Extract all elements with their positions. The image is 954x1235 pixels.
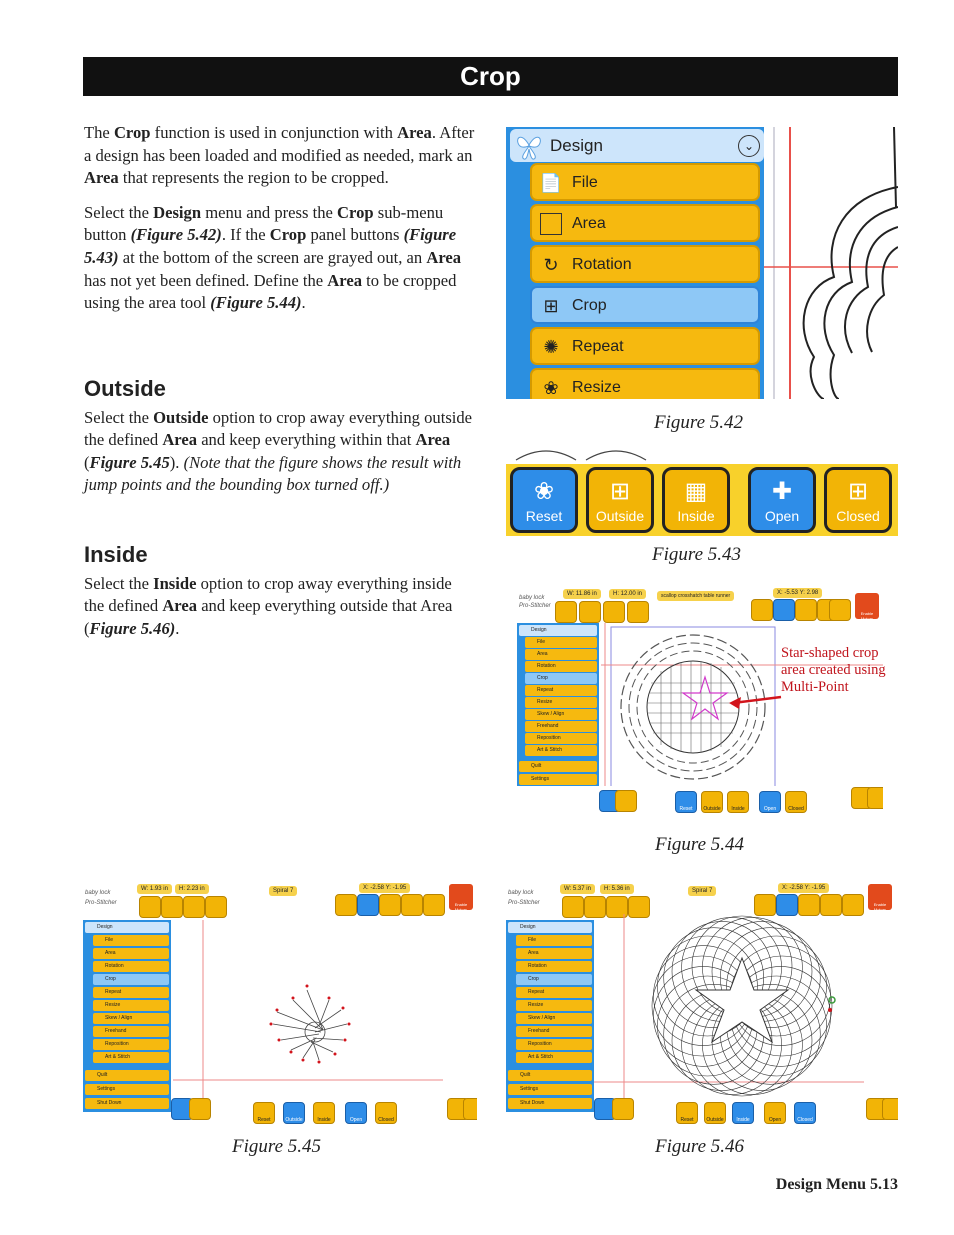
figure-5-43	[506, 448, 898, 536]
width-readout: W: 5.37 in	[560, 884, 595, 894]
file-icon: 📄	[539, 172, 563, 193]
zoom-button[interactable]	[776, 894, 798, 916]
open-button[interactable]: Open	[759, 791, 781, 813]
grid-button[interactable]	[795, 599, 817, 621]
xy-readout: X: -5.53 Y: 2.98	[773, 588, 822, 598]
figure-caption: Figure 5.46	[655, 1136, 745, 1157]
sidebar-item-skew[interactable]: Skew / Align	[525, 709, 597, 720]
enable-motors-button[interactable]: Enable Motors	[449, 884, 473, 910]
sidebar-item-resize[interactable]: Resize	[516, 1000, 592, 1011]
grid-button[interactable]	[798, 894, 820, 916]
sidebar-item-freehand[interactable]: Freehand	[93, 1026, 169, 1037]
sidebar-item-area[interactable]: Area	[93, 948, 169, 959]
butterfly-icon: ❀	[543, 377, 559, 398]
enable-motors-button[interactable]: Enable Motors	[868, 884, 892, 910]
sidebar-item-rotation[interactable]: Rotation	[525, 661, 597, 672]
inside-icon: ▦	[684, 478, 708, 505]
open-button[interactable]	[748, 467, 816, 533]
reset-button[interactable]: Reset	[675, 791, 697, 813]
sidebar-item-crop[interactable]: Crop	[516, 974, 592, 985]
inside-heading: Inside	[84, 542, 148, 567]
menu-item-label: Crop	[572, 297, 607, 314]
logo-pro-stitcher: Pro-Stitcher	[508, 900, 540, 906]
toolbar-button[interactable]	[161, 896, 183, 918]
menu-item-label: Rotation	[572, 256, 632, 273]
menu-item-label: Repeat	[572, 338, 624, 355]
sidebar-item-resize[interactable]: Resize	[93, 1000, 169, 1011]
sidebar-item-shut-down[interactable]: Shut Down	[85, 1098, 169, 1109]
zoom-button[interactable]	[357, 894, 379, 916]
ruler-button[interactable]	[820, 894, 842, 916]
figure-5-46	[506, 880, 898, 1128]
outside-section	[84, 378, 476, 509]
open-button-label: Open	[764, 508, 800, 524]
small-button[interactable]	[189, 1098, 211, 1120]
grid-button[interactable]	[379, 894, 401, 916]
sidebar-item-reposition[interactable]: Reposition	[525, 733, 597, 744]
design-menu-label: Design	[550, 136, 603, 155]
zoom-button[interactable]	[773, 599, 795, 621]
sidebar-item-quilt[interactable]: Quilt	[508, 1070, 592, 1081]
menu-item-rotation[interactable]	[530, 245, 760, 283]
sidebar-item-area[interactable]: Area	[525, 649, 597, 660]
sidebar-item-reposition[interactable]: Reposition	[516, 1039, 592, 1050]
sidebar-item-reposition[interactable]: Reposition	[93, 1039, 169, 1050]
sidebar-item-skew[interactable]: Skew / Align	[93, 1013, 169, 1024]
figure-caption: Figure 5.44	[655, 834, 745, 855]
sidebar-item-art-stitch[interactable]: Art & Stitch	[516, 1052, 592, 1063]
xy-readout: X: -2.58 Y: -1.95	[778, 883, 829, 893]
figure-caption: Figure 5.42	[654, 412, 744, 433]
menu-item-crop[interactable]	[530, 286, 760, 324]
inside-button-label: Inside	[677, 508, 715, 524]
inside-button[interactable]	[662, 467, 730, 533]
forward-button[interactable]	[867, 787, 883, 809]
design-canvas	[173, 920, 477, 1100]
outside-icon: ⊞	[609, 478, 631, 505]
design-canvas	[764, 127, 898, 399]
sidebar-item-rotation[interactable]: Rotation	[516, 961, 592, 972]
design-canvas	[594, 914, 898, 1100]
sidebar-item-art-stitch[interactable]: Art & Stitch	[525, 745, 597, 756]
pan-button[interactable]	[754, 894, 776, 916]
follow-button[interactable]	[842, 894, 864, 916]
intro-paragraph-2: Select the Design menu and press the Crop sub-menu button (Figure 5.42). If the Crop panel buttons (Figure 5.43) at the bottom of the screen are grayed out, an Area has not yet been defined. Define the Area to be cropped using the area tool (Figure 5.44).	[84, 202, 462, 313]
sidebar-item-shut-down[interactable]: Shut Down	[508, 1098, 592, 1109]
open-button[interactable]: Open	[345, 1102, 367, 1124]
sidebar-item-design[interactable]: Design	[85, 922, 169, 933]
inside-button[interactable]: Inside	[313, 1102, 335, 1124]
page-title: Crop	[83, 57, 898, 96]
design-name: scallop crosshatch table runner	[657, 591, 734, 601]
reset-button[interactable]: Reset	[253, 1102, 275, 1124]
butterfly-icon	[514, 131, 544, 161]
figure-caption: Figure 5.45	[232, 1136, 322, 1157]
closed-button-label: Closed	[836, 508, 880, 524]
closed-icon: ⊞	[847, 478, 869, 505]
intro-section	[84, 122, 476, 327]
sidebar-item-art-stitch[interactable]: Art & Stitch	[93, 1052, 169, 1063]
menu-item-label: Area	[572, 215, 606, 232]
closed-button[interactable]: Closed	[785, 791, 807, 813]
design-name: Spiral 7	[269, 886, 297, 896]
sidebar-item-crop[interactable]: Crop	[525, 673, 597, 684]
sidebar-item-settings[interactable]: Settings	[85, 1084, 169, 1095]
outside-button[interactable]: Outside	[701, 791, 723, 813]
open-button[interactable]: Open	[764, 1102, 786, 1124]
toolbar-button[interactable]	[205, 896, 227, 918]
outside-button[interactable]	[586, 467, 654, 533]
crop-area-annotation: Star-shaped crop area created using Multi-Point	[781, 645, 886, 695]
sidebar-item-file[interactable]: File	[525, 637, 597, 648]
reset-button-label: Reset	[525, 508, 563, 524]
inside-button[interactable]: Inside	[727, 791, 749, 813]
sidebar-item-file[interactable]: File	[93, 935, 169, 946]
closed-button[interactable]	[824, 467, 892, 533]
outside-paragraph: Select the Outside option to crop away everything outside the defined Area and keep everything within that Area (Figure 5.45). (Note that the figure shows the result with jump points and the bounding box turned off.)	[84, 407, 473, 495]
toolbar-button[interactable]	[183, 896, 205, 918]
inside-paragraph: Select the Inside option to crop away everything inside the defined Area and keep everything outside that Area (Figure 5.46).	[84, 573, 453, 638]
crop-icon: ⊞	[543, 295, 559, 316]
toolbar-button[interactable]	[579, 601, 601, 623]
sidebar-item-freehand[interactable]: Freehand	[516, 1026, 592, 1037]
sidebar-item-freehand[interactable]: Freehand	[525, 721, 597, 732]
small-button[interactable]	[615, 790, 637, 812]
open-icon: ✚	[771, 478, 793, 505]
outside-button-label: Outside	[595, 508, 645, 524]
rotation-icon: ↻	[543, 254, 559, 275]
area-icon	[538, 211, 564, 237]
toolbar-button[interactable]	[627, 601, 649, 623]
toolbar-button[interactable]	[562, 896, 584, 918]
sidebar-item-design[interactable]: Design	[508, 922, 592, 933]
toolbar-button[interactable]	[603, 601, 625, 623]
sidebar-item-design[interactable]: Design	[519, 625, 597, 636]
sidebar-item-settings[interactable]: Settings	[508, 1084, 592, 1095]
reset-button[interactable]: Reset	[676, 1102, 698, 1124]
sidebar-item-file[interactable]: File	[516, 935, 592, 946]
toolbar-button[interactable]	[139, 896, 161, 918]
menu-item-repeat[interactable]	[530, 327, 760, 365]
design-name: Spiral 7	[688, 886, 716, 896]
design-menu-header[interactable]	[510, 129, 764, 162]
ruler-button[interactable]	[401, 894, 423, 916]
small-button[interactable]	[612, 1098, 634, 1120]
forward-button[interactable]	[882, 1098, 898, 1120]
pan-button[interactable]	[751, 599, 773, 621]
sidebar-item-quilt[interactable]: Quilt	[85, 1070, 169, 1081]
outside-heading: Outside	[84, 376, 166, 401]
closed-button[interactable]: Closed	[375, 1102, 397, 1124]
toolbar-button[interactable]	[555, 601, 577, 623]
closed-button[interactable]: Closed	[794, 1102, 816, 1124]
sidebar-item-repeat[interactable]: Repeat	[93, 987, 169, 998]
page-footer: Design Menu 5.13	[775, 1176, 898, 1193]
sidebar-item-rotation[interactable]: Rotation	[93, 961, 169, 972]
logo-baby-lock: baby lock	[85, 890, 111, 896]
logo-pro-stitcher: Pro-Stitcher	[519, 603, 551, 609]
height-readout: H: 12.00 in	[609, 589, 646, 599]
sidebar-item-skew[interactable]: Skew / Align	[516, 1013, 592, 1024]
bottom-toolbar	[517, 786, 883, 816]
figure-caption: Figure 5.43	[652, 544, 742, 565]
clover-icon: ❀	[533, 478, 555, 505]
sidebar-item-settings[interactable]: Settings	[519, 774, 597, 785]
menu-item-area[interactable]	[530, 204, 760, 242]
menu-item-label: File	[572, 174, 598, 191]
inside-button[interactable]: Inside	[732, 1102, 754, 1124]
menu-item-resize[interactable]	[530, 368, 760, 399]
figure-5-42	[506, 127, 898, 399]
height-readout: H: 2.23 in	[175, 884, 209, 894]
sidebar-item-resize[interactable]: Resize	[525, 697, 597, 708]
logo-pro-stitcher: Pro-Stitcher	[85, 900, 117, 906]
repeat-icon: ✺	[543, 336, 559, 357]
sidebar-item-crop[interactable]: Crop	[93, 974, 169, 985]
width-readout: W: 1.93 in	[137, 884, 172, 894]
enable-motors-button[interactable]: Enable Motors	[855, 593, 879, 619]
logo-baby-lock: baby lock	[519, 595, 545, 601]
logo-baby-lock: baby lock	[508, 890, 534, 896]
pan-button[interactable]	[335, 894, 357, 916]
outside-button[interactable]: Outside	[283, 1102, 305, 1124]
menu-item-file[interactable]	[530, 163, 760, 201]
follow-button[interactable]	[423, 894, 445, 916]
sidebar-item-area[interactable]: Area	[516, 948, 592, 959]
chevron-down-icon[interactable]: ⌄	[738, 135, 760, 157]
menu-item-label: Resize	[572, 379, 621, 396]
reset-button[interactable]	[510, 467, 578, 533]
sidebar-item-quilt[interactable]: Quilt	[519, 761, 597, 772]
inside-section	[84, 544, 476, 652]
figure-5-44	[517, 585, 883, 816]
follow-button[interactable]	[829, 599, 851, 621]
sidebar-item-repeat[interactable]: Repeat	[525, 685, 597, 696]
height-readout: H: 5.36 in	[600, 884, 634, 894]
figure-5-45	[83, 880, 477, 1128]
outside-button[interactable]: Outside	[704, 1102, 726, 1124]
xy-readout: X: -2.58 Y: -1.95	[359, 883, 410, 893]
intro-paragraph-1: The Crop function is used in conjunction with Area. After a design has been loaded and modified as needed, mark an Area that represents the region to be cropped.	[84, 123, 475, 188]
forward-button[interactable]	[463, 1098, 477, 1120]
width-readout: W: 11.86 in	[563, 589, 601, 599]
sidebar-item-repeat[interactable]: Repeat	[516, 987, 592, 998]
